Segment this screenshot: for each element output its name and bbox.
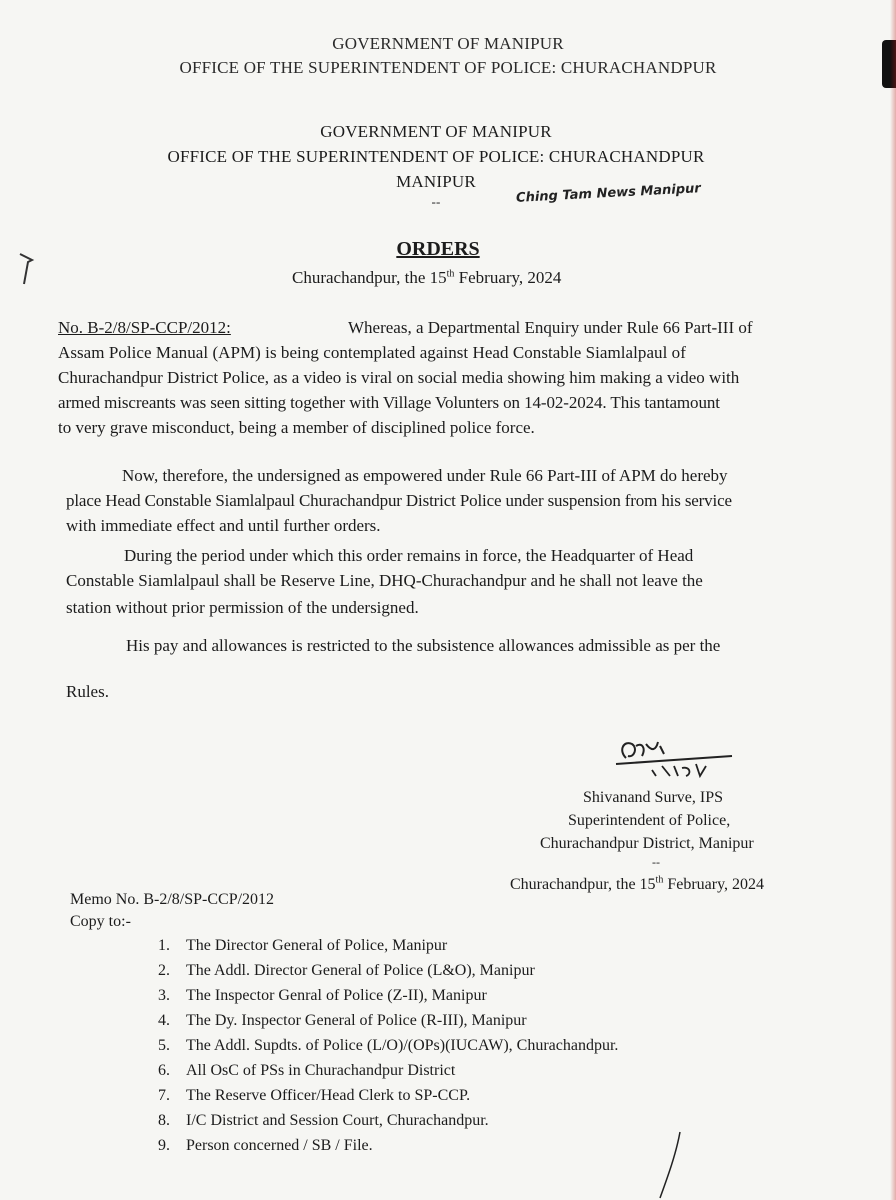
list-item-text: I/C District and Session Court, Churachandpur.	[186, 1112, 489, 1129]
orders-date-suffix: February, 2024	[454, 268, 562, 287]
list-item	[158, 987, 487, 1005]
list-item-text: The Addl. Supdts. of Police (L/O)/(OPs)(IUCAW), Churachandpur.	[186, 1037, 619, 1054]
paragraph3-line3: station without prior permission of the undersigned.	[66, 598, 419, 617]
list-item-number: 4.	[158, 1012, 170, 1029]
orders-date-sup: th	[446, 268, 455, 280]
list-item	[158, 1137, 373, 1155]
list-item-number: 3.	[158, 987, 170, 1004]
list-item	[158, 1012, 527, 1030]
paragraph1-line2: Assam Police Manual (APM) is being contemplated against Head Constable Siamlalpaul of	[58, 343, 686, 362]
list-item-text: The Dy. Inspector General of Police (R-III), Manipur	[186, 1012, 527, 1029]
list-item-text: All OsC of PSs in Churachandpur District	[186, 1062, 456, 1079]
signatory-name: Shivanand Surve, IPS	[583, 789, 723, 806]
memo-date	[510, 876, 764, 894]
list-item-number: 7.	[158, 1087, 170, 1104]
list-item	[158, 937, 447, 955]
signatory-designation: Superintendent of Police,	[568, 812, 731, 829]
paragraph2-line2: place Head Constable Siamlalpaul Churachandpur District Police under suspension from his service	[66, 491, 732, 510]
paragraph1-line5: to very grave misconduct, being a member of disciplined police force.	[58, 418, 535, 437]
list-item-text: The Director General of Police, Manipur	[186, 937, 448, 954]
memo-date-suffix: February, 2024	[663, 876, 765, 893]
signature-date	[646, 756, 680, 768]
signature-divider: --	[652, 855, 660, 869]
signatory-district: Churachandpur District, Manipur	[540, 835, 754, 852]
paragraph2-line1: Now, therefore, the undersigned as empowered under Rule 66 Part-III of APM do hereby	[122, 466, 728, 485]
list-item-number: 6.	[158, 1062, 170, 1079]
order-reference-number: No. B-2/8/SP-CCP/2012:	[58, 318, 231, 337]
header-state: MANIPUR	[396, 172, 476, 191]
list-item	[158, 1087, 470, 1105]
list-item-text: The Addl. Director General of Police (L&O), Manipur	[186, 962, 535, 979]
header-government: GOVERNMENT OF MANIPUR	[320, 122, 552, 141]
memo-number: Memo No. B-2/8/SP-CCP/2012	[70, 891, 275, 908]
list-item-text: The Reserve Officer/Head Clerk to SP-CCP.	[186, 1087, 471, 1104]
list-item	[158, 1062, 455, 1080]
paragraph2-line3: with immediate effect and until further orders.	[66, 516, 381, 535]
list-item-number: 2.	[158, 962, 170, 979]
list-item-text: Person concerned / SB / File.	[186, 1137, 373, 1154]
paragraph3-line2: Constable Siamlalpaul shall be Reserve Line, DHQ-Churachandpur and he shall not leave the	[66, 571, 703, 590]
paragraph1-line1: Whereas, a Departmental Enquiry under Rule 66 Part-III of	[348, 318, 753, 337]
list-item-number: 8.	[158, 1112, 170, 1129]
copy-to-label: Copy to:-	[70, 913, 131, 930]
watermark-text: Ching Tam News Manipur	[515, 181, 702, 206]
list-item-number: 9.	[158, 1137, 170, 1154]
list-item-number: 1.	[158, 937, 170, 954]
paragraph4-line2: Rules.	[66, 682, 109, 701]
list-item-text: The Inspector Genral of Police (Z-II), Manipur	[186, 987, 487, 1004]
header-office: OFFICE OF THE SUPERINTENDENT OF POLICE: CHURACHANDPUR	[167, 147, 705, 166]
paragraph1-line3: Churachandpur District Police, as a video is viral on social media showing him making a video with	[58, 368, 740, 387]
orders-title: ORDERS	[396, 238, 480, 260]
orders-date-prefix: Churachandpur, the 15	[292, 268, 447, 287]
memo-date-sup: th	[655, 874, 664, 886]
list-item	[158, 962, 535, 980]
memo-date-prefix: Churachandpur, the 15	[510, 876, 656, 893]
top-header-government: GOVERNMENT OF MANIPUR	[332, 34, 564, 53]
header-divider: --	[431, 194, 441, 209]
paragraph3-line1: During the period under which this order remains in force, the Headquarter of Head	[124, 546, 694, 565]
scan-edge	[890, 0, 896, 1200]
list-item-number: 5.	[158, 1037, 170, 1054]
list-item	[158, 1112, 489, 1130]
orders-date	[292, 268, 561, 288]
paragraph1-line4: armed miscreants was seen sitting together with Village Volunters on 14-02-2024. This tantamount	[58, 393, 720, 412]
list-item	[158, 1037, 618, 1055]
top-header-office: OFFICE OF THE SUPERINTENDENT OF POLICE: CHURACHANDPUR	[179, 58, 717, 77]
paragraph4-line1: His pay and allowances is restricted to the subsistence allowances admissible as per the	[126, 636, 721, 655]
pen-stroke-icon	[650, 1130, 690, 1200]
